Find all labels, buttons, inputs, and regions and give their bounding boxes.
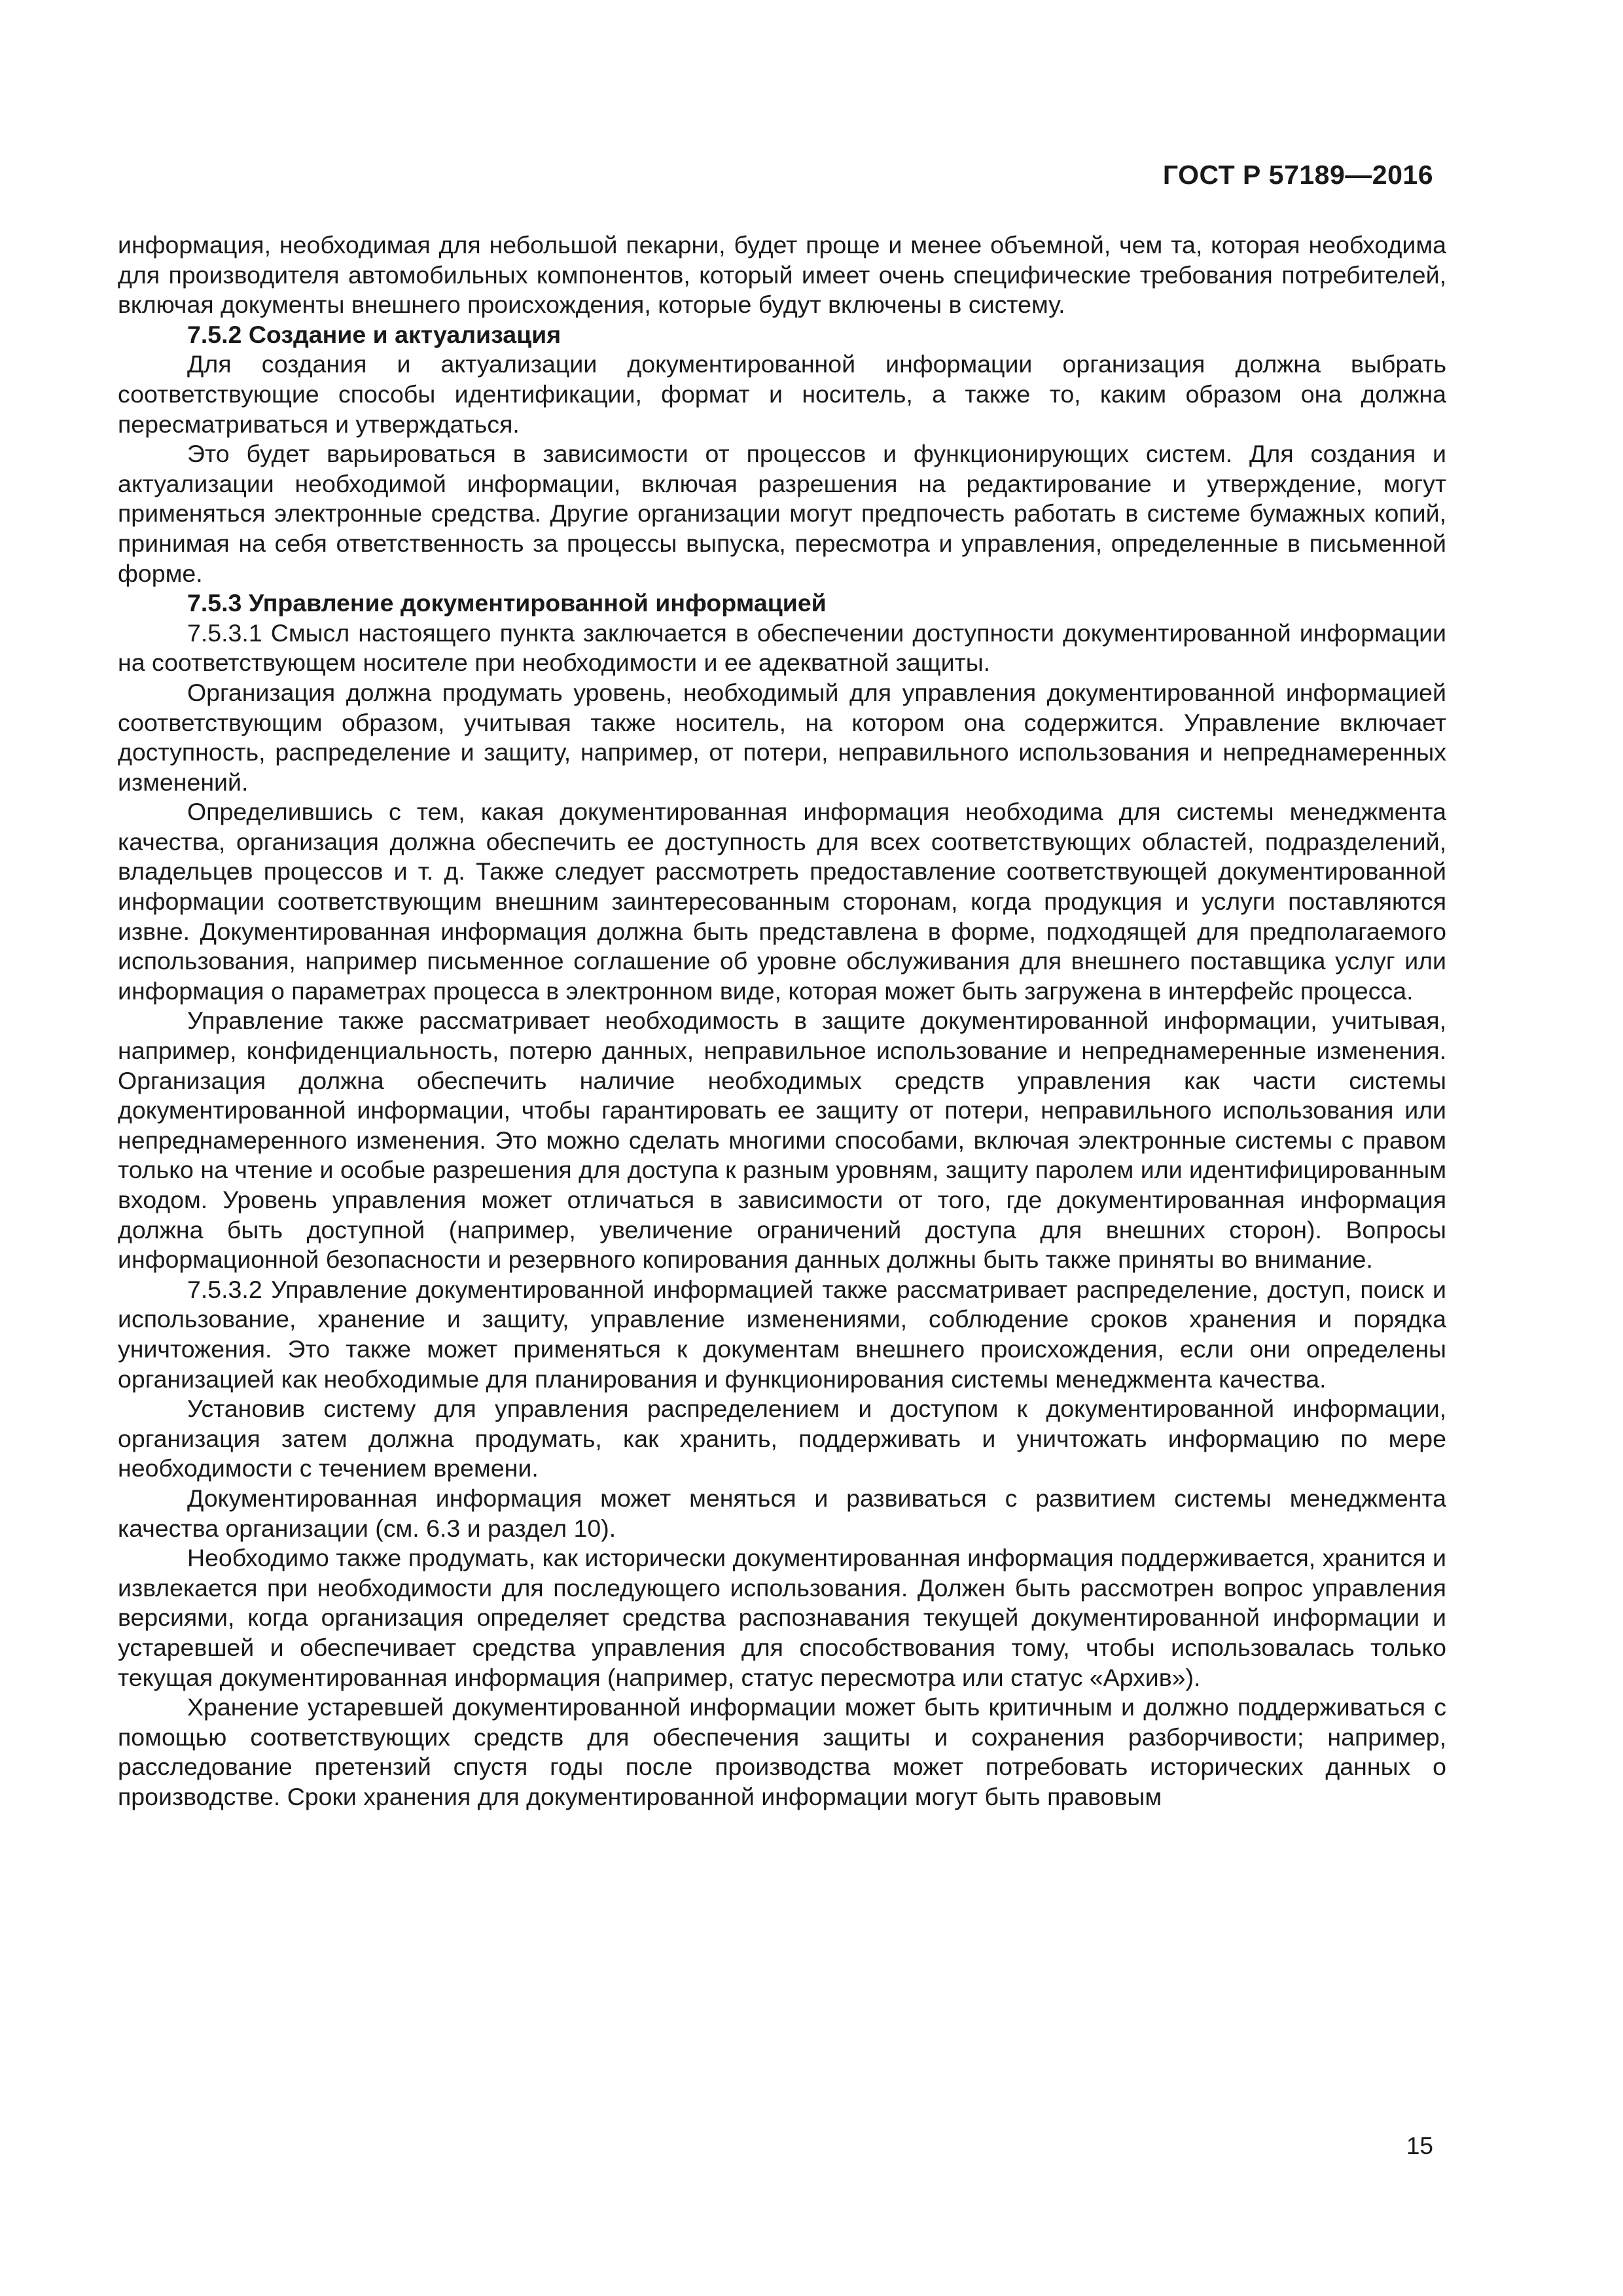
paragraph: 7.5.3.1 Смысл настоящего пункта заключается в обеспечении доступности документированной информации на соответствующем носителе при необходимости и ее адекватной защиты. — [118, 619, 1446, 677]
paragraph: Это будет варьироваться в зависимости от процессов и функционирующих систем. Для создания и актуализации необходимой информации, включая разрешения на редактирование и утверждение, могут применяться электронные средства. Другие организации могут предпочесть работать в системе бумажных копий, принимая на себя ответственность за процессы выпуска, пересмотра и управления, определенные в письменной форме. — [118, 440, 1446, 587]
paragraph-continuation: информация, необходимая для небольшой пекарни, будет проще и менее объемной, чем та, которая необходима для производителя автомобильных компонентов, который имеет очень специфические требования потребителей, включая документы внешнего происхождения, которые будут включены в систему. — [118, 231, 1446, 319]
paragraph: Для создания и актуализации документированной информации организация должна выбрать соответствующие способы идентификации, формат и носитель, а также то, каким образом она должна пересматриваться и утверждаться. — [118, 350, 1446, 438]
document-body — [118, 230, 1446, 1812]
paragraph: Документированная информация может меняться и развиваться с развитием системы менеджмента качества организации (см. 6.3 и раздел 10). — [118, 1484, 1446, 1542]
paragraph: 7.5.3.2 Управление документированной информацией также рассматривает распределение, доступ, поиск и использование, хранение и защиту, управление изменениями, соблюдение сроков хранения и порядка уничтожения. Это также может применяться к документам внешнего происхождения, если они определены организацией как необходимые для планирования и функционирования системы менеджмента качества. — [118, 1275, 1446, 1393]
document-code-header: ГОСТ Р 57189—2016 — [1162, 160, 1433, 190]
paragraph: Управление также рассматривает необходимость в защите документированной информации, учитывая, например, конфиденциальность, потерю данных, неправильное использование и непреднамеренные изменения. Организация должна обеспечить наличие необходимых средств управления как части системы документированной информации, чтобы гарантировать ее защиту от потери, неправильного использования или непреднамеренного изменения. Это можно сделать многими способами, включая электронные системы с правом только на чтение и особые разрешения для доступа к разным уровням, защиту паролем или идентифицированным входом. Уровень управления может отличаться в зависимости от того, где документированная информация должна быть доступной (например, увеличение ограничений доступа для внешних сторон). Вопросы информационной безопасности и резервного копирования данных должны быть также приняты во внимание. — [118, 1007, 1446, 1274]
paragraph: Установив систему для управления распределением и доступом к документированной информации, организация затем должна продумать, как хранить, поддерживать и уничтожать информацию по мере необходимости с течением времени. — [118, 1395, 1446, 1482]
section-heading-7-5-2: 7.5.2 Создание и актуализация — [187, 320, 562, 348]
page-number: 15 — [1406, 2132, 1433, 2159]
paragraph: Организация должна продумать уровень, необходимый для управления документированной информацией соответствующим образом, учитывая также носитель, на котором она содержится. Управление включает доступность, распределение и защиту, например, от потери, неправильного использования и непреднамеренных изменений. — [118, 678, 1446, 796]
paragraph: Хранение устаревшей документированной информации может быть критичным и должно поддерживаться с помощью соответствующих средств для обеспечения защиты и сохранения разборчивости; например, расследование претензий спустя годы после производства может потребовать исторических данных о производстве. Сроки хранения для документированной информации могут быть правовым — [118, 1693, 1446, 1810]
paragraph: Необходимо также продумать, как исторически документированная информация поддерживается, хранится и извлекается при необходимости для последующего использования. Должен быть рассмотрен вопрос управления версиями, когда организация определяет средства распознавания текущей документированной информации и устаревшей и обеспечивает средства управления для способствования тому, чтобы использовалась только текущая документированная информация (например, статус пересмотра или статус «Архив»). — [118, 1544, 1446, 1691]
section-heading-7-5-3: 7.5.3 Управление документированной информацией — [187, 589, 827, 617]
paragraph: Определившись с тем, какая документированная информация необходима для системы менеджмента качества, организация должна обеспечить ее доступность для всех соответствующих областей, подразделений, владельцев процессов и т. д. Также следует рассмотреть предоставление соответствующей документированной информации соответствующим внешним заинтересованным сторонам, когда продукция и услуги поставляются извне. Документированная информация должна быть представлена в форме, подходящей для предполагаемого использования, например письменное соглашение об уровне обслуживания для внешнего поставщика услуг или информация о параметрах процесса в электронном виде, которая может быть загружена в интерфейс процесса. — [118, 798, 1446, 1005]
